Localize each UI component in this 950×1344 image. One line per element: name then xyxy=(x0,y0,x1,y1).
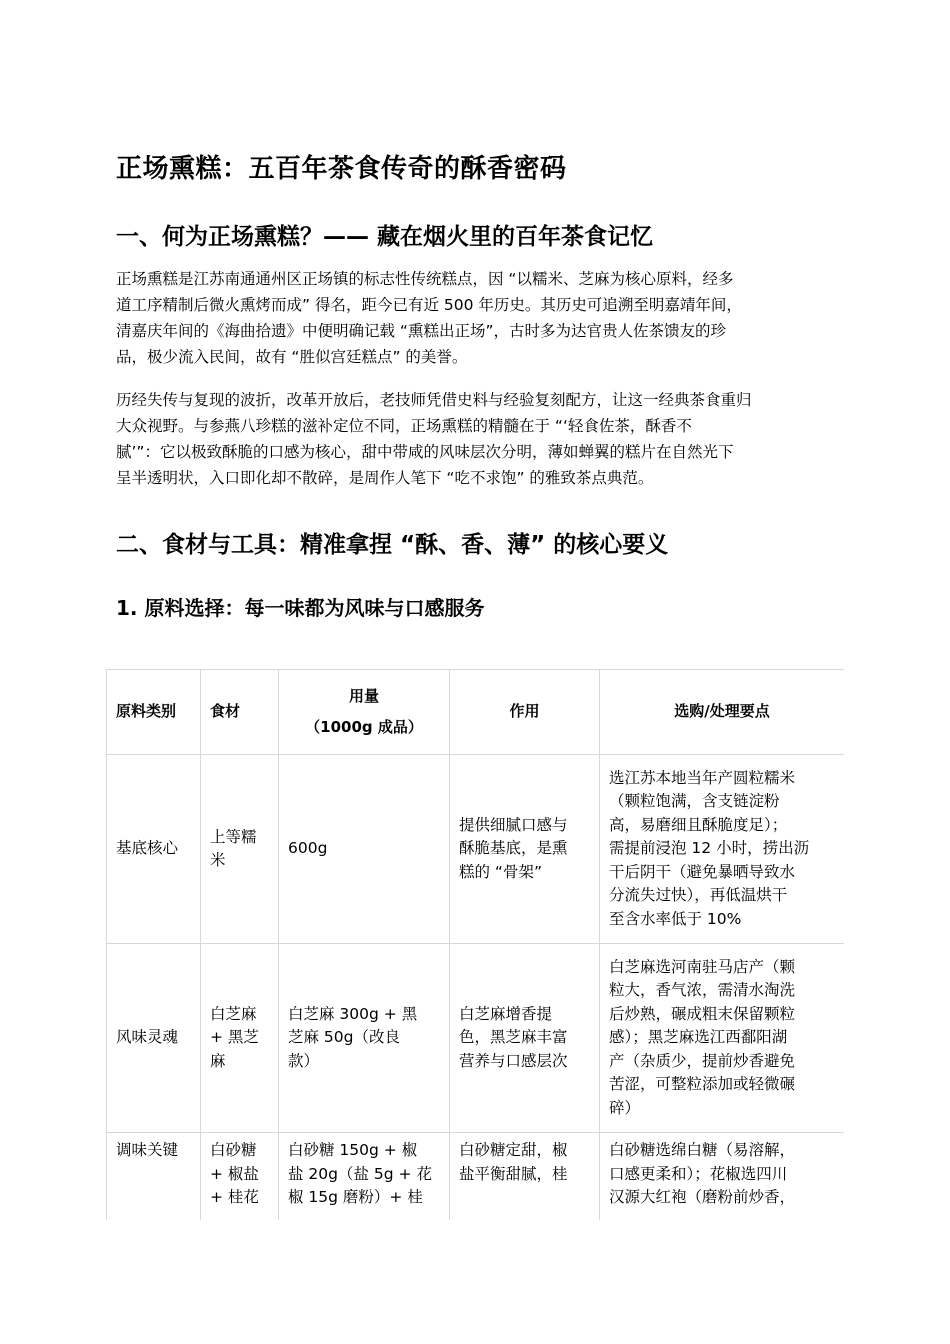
page-title: 正场熏糕：五百年茶食传奇的酥香密码 xyxy=(116,154,567,184)
table-row xyxy=(107,1133,845,1221)
section1-heading: 一、何为正场熏糕？—— 藏在烟火里的百年茶食记忆 xyxy=(116,224,654,250)
cell-tips: 白芝麻选河南驻马店产（颗 粒大，香气浓，需清水淘洗 后炒熟，碾成粗末保留颗粒 感）；黑芝麻选江西鄱阳湖 产（杂质少，提前炒香避免 苦涩，可整粒添加或轻微碾 碎） xyxy=(600,944,845,1133)
text-line: 呈半透明状，入口即化却不散碎，是周作人笔下 “吃不求饱” 的雅致茶点典范。 xyxy=(116,469,654,487)
text-line: 腻’”：它以极致酥脆的口感为核心，甜中带咸的风味层次分明，薄如蝉翼的糕片在自然光下 xyxy=(116,443,734,461)
cell-category: 调味关键 xyxy=(107,1133,201,1221)
text-line: 正场熏糕是江苏南通通州区正场镇的标志性传统糕点，因 “以糯米、芝麻为核心原料，经多 xyxy=(116,270,734,288)
ingredients-table xyxy=(106,669,844,1220)
header-category: 原料类别 xyxy=(107,670,201,755)
cell-amount: 白芝麻 300g + 黑 芝麻 50g（改良 款） xyxy=(279,944,450,1133)
text-line: 历经失传与复现的波折，改革开放后，老技师凭借史料与经验复刻配方，让这一经典茶食重归 xyxy=(116,391,752,409)
text-line: 大众视野。与参燕八珍糕的滋补定位不同，正场熏糕的精髓在于 “‘轻食佐茶，酥香不 xyxy=(116,417,692,435)
cell-amount: 600g xyxy=(279,755,450,944)
cell-role: 白芝麻增香提 色，黑芝麻丰富 营养与口感层次 xyxy=(450,944,600,1133)
table-row xyxy=(107,755,845,944)
text-line: 道工序精制后微火熏烤而成” 得名，距今已有近 500 年历史。其历史可追溯至明嘉靖年间， xyxy=(116,296,742,314)
cell-role: 白砂糖定甜，椒 盐平衡甜腻，桂 xyxy=(450,1133,600,1221)
text-line: 清嘉庆年间的《海曲拾遗》中便明确记载 “熏糕出正场”，古时多为达官贵人佐茶馈友的珍 xyxy=(116,322,726,340)
cell-amount: 白砂糖 150g + 椒 盐 20g（盐 5g + 花 椒 15g 磨粉）+ 桂 xyxy=(279,1133,450,1221)
cell-category: 基底核心 xyxy=(107,755,201,944)
ingredients-table-container xyxy=(106,669,844,1220)
section1-paragraph-2 xyxy=(116,387,840,491)
cell-role: 提供细腻口感与 酥脆基底，是熏 糕的 “骨架” xyxy=(450,755,600,944)
section2-subheading: 1. 原料选择：每一味都为风味与口感服务 xyxy=(116,596,485,620)
table-row xyxy=(107,944,845,1133)
header-ingredient: 食材 xyxy=(201,670,279,755)
cell-tips: 白砂糖选绵白糖（易溶解， 口感更柔和）；花椒选四川 汉源大红袍（磨粉前炒香， xyxy=(600,1133,845,1221)
cell-category: 风味灵魂 xyxy=(107,944,201,1133)
header-amount: 用量 （1000g 成品） xyxy=(279,670,450,755)
cell-ingredient: 白砂糖 + 椒盐 + 桂花 xyxy=(201,1133,279,1221)
header-tips: 选购/处理要点 xyxy=(600,670,845,755)
cell-ingredient: 白芝麻 + 黑芝 麻 xyxy=(201,944,279,1133)
section1-paragraph-1 xyxy=(116,266,840,370)
section2-heading: 二、食材与工具：精准拿捏 “酥、香、薄” 的核心要义 xyxy=(116,532,669,558)
text-line: 品，极少流入民间，故有 “胜似宫廷糕点” 的美誉。 xyxy=(116,348,468,366)
cell-tips: 选江苏本地当年产圆粒糯米 （颗粒饱满，含支链淀粉 高，易磨细且酥脆度足）； 需提前浸泡 12 小时，捞出沥 干后阴干（避免暴晒导致水 分流失过快），再低温烘干 至含水率低于 10% xyxy=(600,755,845,944)
table-header-row xyxy=(107,670,845,755)
header-role: 作用 xyxy=(450,670,600,755)
cell-ingredient: 上等糯 米 xyxy=(201,755,279,944)
